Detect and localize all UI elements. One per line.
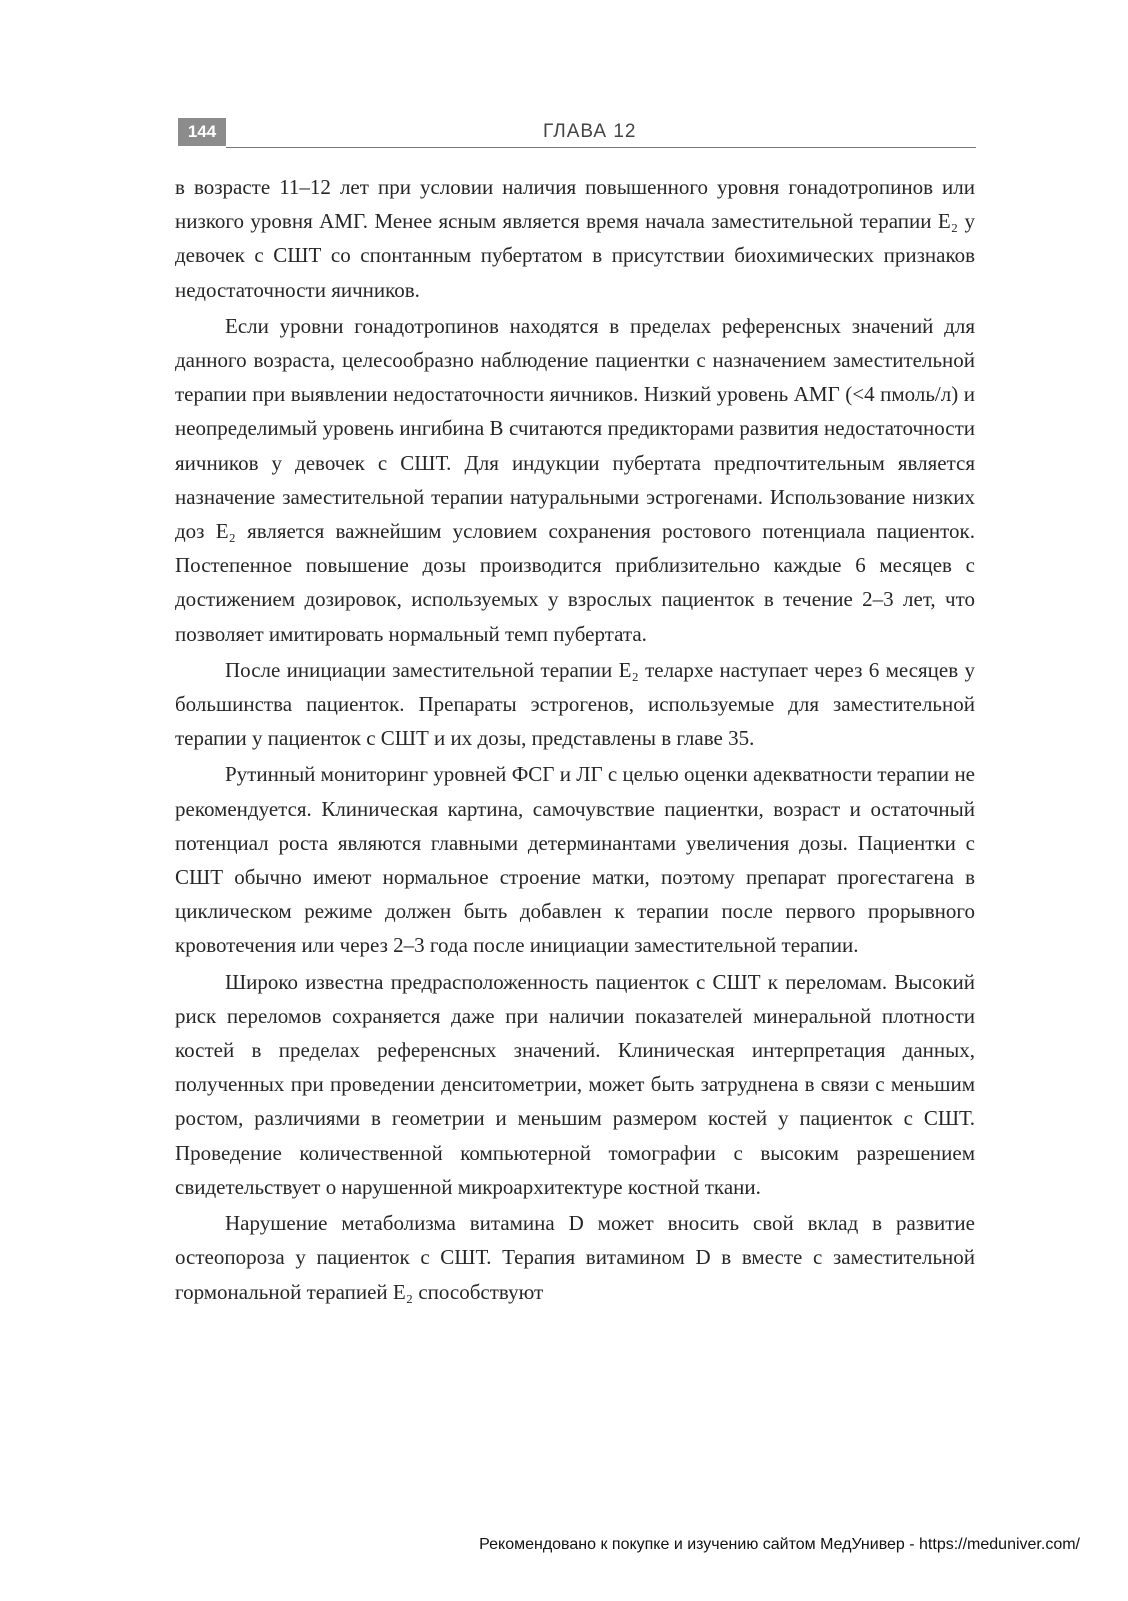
page-number: 144 [178,118,226,146]
body-text [175,170,975,1311]
paragraph: в возрасте 11–12 лет при условии наличия повышенного уровня гонадотропинов или низкого уровня АМГ. Менее ясным является время начала заместительной терапии Е₂ у девочек с СШТ со спонтанным пубертатом в присутствии биохимических признаков недостаточности яичников. [175,175,975,302]
chapter-title: ГЛАВА 12 [543,121,637,142]
paragraph: Широко известна предрасположенность пациенток с СШТ к переломам. Высокий риск переломов сохраняется даже при наличии показателей минеральной плотности костей в пределах референсных значений. Клиническая интерпретация данных, полученных при проведении денситометрии, может быть затруднена в связи с меньшим ростом, различиями в геометрии и меньшим размером костей у пациенток с СШТ. Проведение количественной компьютерной томографии с высоким разрешением свидетельствует о нарушенной микроархитектуре костной ткани. [175,969,975,1199]
paragraph: После инициации заместительной терапии Е₂ телархе наступает через 6 месяцев у большинства пациенток. Препараты эстрогенов, используемые для заместительной терапии у пациенток с СШТ и их дозы, представлены в главе 35. [175,657,975,751]
paragraph: Рутинный мониторинг уровней ФСГ и ЛГ с целью оценки адекватности терапии не рекомендуется. Клиническая картина, самочувствие пациентки, возраст и остаточный потенциал роста являются главными детерминантами увеличения дозы. Пациентки с СШТ обычно имеют нормальное строение матки, поэтому препарат прогестагена в циклическом режиме должен быть добавлен к терапии после первого прорывного кровотечения или через 2–3 года после инициации заместительной терапии. [175,762,975,958]
paragraph: Если уровни гонадотропинов находятся в пределах референсных значений для данного возраста, целесообразно наблюдение пациентки с назначением заместительной терапии при выявлении недостаточности яичников. Низкий уровень АМГ (<4 пмоль/л) и неопределимый уровень ингибина B считаются предикторами развития недостаточности яичников у девочек с СШТ. Для индукции пубертата предпочтительным является назначение заместительной терапии натуральными эстрогенами. Использование низких доз Е₂ является важнейшим условием сохранения ростового потенциала пациенток. Постепенное повышение дозы производится приблизительно каждые 6 месяцев с достижением дозировок, используемых у взрослых пациенток в течение 2–3 лет, что позволяет имитировать нормальный темп пубертата. [175,313,975,646]
paragraph: Нарушение метаболизма витамина D может вносить свой вклад в развитие остеопороза у пациенток с СШТ. Терапия витамином D в вместе с заместительной гормональной терапией Е₂ способствуют [175,1211,975,1304]
header-rule [226,147,976,148]
footer-note: Рекомендовано к покупке и изучению сайтом МедУнивер - https://meduniver.com/ [479,1536,1080,1553]
page-header [178,114,978,150]
